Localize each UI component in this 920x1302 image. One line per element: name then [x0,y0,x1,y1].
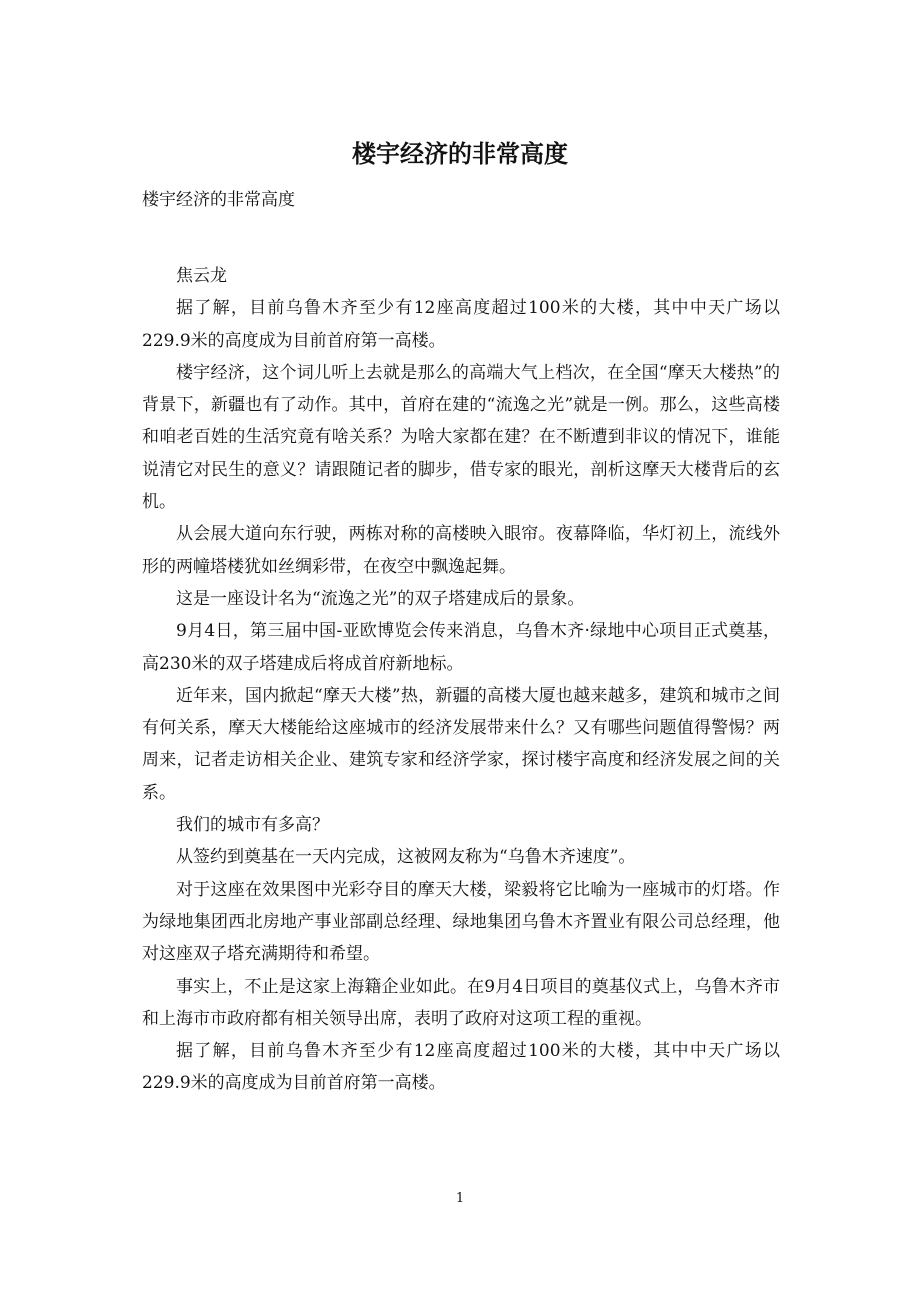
paragraph: 这是一座设计名为“流逸之光”的双子塔建成后的景象。 [176,588,585,609]
paragraph: 近年来，国内掀起“摩天大楼”热，新疆的高楼大厦也越来越多，建筑和城市之间有何关系，摩天大楼能给这座城市的经济发展带来什么？又有哪些问题值得警惕？两周来，记者走访相关企业、建筑专家和经济学家，探讨楼宇高度和经济发展之间的关系。 [142,685,780,803]
paragraph: 对于这座在效果图中光彩夺目的摩天大楼，梁毅将它比喻为一座城市的灯塔。作为绿地集团西北房地产事业部副总经理、绿地集团乌鲁木齐置业有限公司总经理，他对这座双子塔充满期待和希望。 [142,879,780,965]
article-body [142,260,780,1100]
page-number: 1 [455,1191,465,1206]
paragraph: 从签约到奠基在一天内完成，这被网友称为“乌鲁木齐速度”。 [176,847,636,868]
paragraph: 事实上，不止是这家上海籍企业如此。在9月4日项目的奠基仪式上，乌鲁木齐市和上海市市政府都有相关领导出席，表明了政府对这项工程的重视。 [142,976,780,1029]
paragraph: 据了解，目前乌鲁木齐至少有12座高度超过100米的大楼，其中中天广场以229.9米的高度成为目前首府第一高楼。 [142,298,780,351]
document-subtitle: 楼宇经济的非常高度 [142,190,295,210]
paragraph: 据了解，目前乌鲁木齐至少有12座高度超过100米的大楼，其中中天广场以229.9米的高度成为目前首府第一高楼。 [142,1041,780,1094]
paragraph: 从会展大道向东行驶，两栋对称的高楼映入眼帘。夜幕降临，华灯初上，流线外形的两幢塔楼犹如丝绸彩带，在夜空中飘逸起舞。 [142,524,780,577]
paragraph: 楼宇经济，这个词儿听上去就是那么的高端大气上档次，在全国“摩天大楼热”的背景下，新疆也有了动作。其中，首府在建的“流逸之光”就是一例。那么，这些高楼和咱老百姓的生活究竟有啥关系？为啥大家都在建？在不断遭到非议的情况下，谁能说清它对民生的意义？请跟随记者的脚步，借专家的眼光，剖析这摩天大楼背后的玄机。 [142,362,780,513]
section-heading: 我们的城市有多高？ [176,815,329,836]
paragraph: 9月4日，第三届中国-亚欧博览会传来消息，乌鲁木齐·绿地中心项目正式奠基，高230米的双子塔建成后将成首府新地标。 [142,621,780,674]
page-title: 楼宇经济的非常高度 [352,140,568,168]
author-line: 焦云龙 [176,266,227,286]
